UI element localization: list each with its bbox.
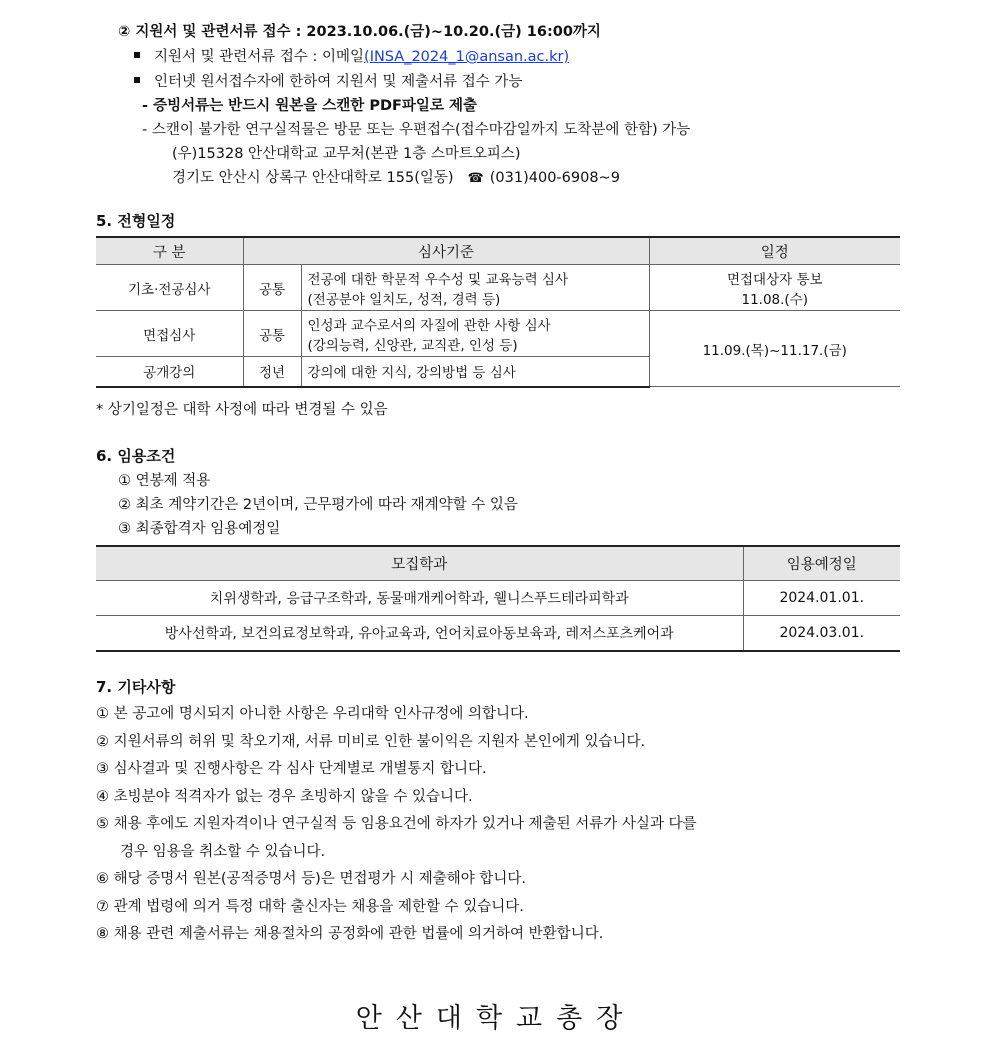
condition-item-2: ② 최초 계약기간은 2년이며, 근무평가에 따라 재계약할 수 있음 (118, 497, 518, 513)
section-5-title: 5. 전형일정 (96, 212, 176, 230)
department-list: 방사선학과, 보건의료정보학과, 유아교육과, 언어치료아동보육과, 레저스포츠케어과 (96, 616, 743, 652)
square-bullet-icon (134, 52, 140, 58)
row-target: 공통 (243, 311, 301, 357)
row-criteria (301, 265, 649, 311)
schedule-label: 면접대상자 통보 (726, 271, 823, 288)
schedule-note: * 상기일정은 대학 사정에 따라 변경될 수 있음 (96, 402, 388, 418)
appointment-table (96, 545, 900, 652)
misc-item-2: ② 지원서류의 허위 및 착오기재, 서류 미비로 인한 불이익은 지원자 본인에게 있습니다. (96, 734, 646, 750)
address-line-1: (우)15328 안산대학교 교무처(본관 1층 스마트오피스) (172, 146, 521, 162)
misc-item-4: ④ 초빙분야 적격자가 없는 경우 초빙하지 않을 수 있습니다. (96, 789, 473, 805)
row-target: 공통 (243, 265, 301, 311)
table-row (96, 616, 900, 652)
table-row (96, 581, 900, 616)
row-schedule (649, 265, 900, 311)
square-bullet-icon (134, 77, 140, 83)
header-category: 구 분 (96, 237, 243, 265)
online-submission-text: 인터넷 원서접수자에 한하여 지원서 및 제출서류 접수 가능 (154, 74, 523, 90)
row-category: 면접심사 (96, 311, 243, 357)
pdf-requirement-line: - 증빙서류는 반드시 원본을 스캔한 PDF파일로 제출 (142, 98, 478, 114)
section-6-title: 6. 임용조건 (96, 447, 176, 465)
email-submission-line (134, 47, 569, 67)
criteria-detail: (강의능력, 신앙관, 교직관, 인성 등) (307, 337, 518, 354)
table-row (96, 265, 900, 311)
criteria-detail: (전공분야 일치도, 성적, 경력 등) (307, 291, 501, 308)
telephone-icon: ☎ (467, 171, 484, 186)
schedule-table (96, 236, 900, 388)
application-period-heading: ② 지원서 및 관련서류 접수 : 2023.10.06.(금)~10.20.(금) 16:00까지 (118, 24, 601, 40)
appointment-date: 2024.03.01. (743, 616, 900, 652)
table-row (96, 311, 900, 357)
email-link[interactable]: (INSA_2024_1@ansan.ac.kr) (364, 49, 570, 65)
phone-number: (031)400-6908~9 (489, 170, 620, 186)
misc-item-3: ③ 심사결과 및 진행사항은 각 심사 단계별로 개별통지 합니다. (96, 761, 487, 777)
address-text: 경기도 안산시 상록구 안산대학로 155(일동) (172, 170, 454, 186)
header-schedule: 일정 (649, 237, 900, 265)
appointment-date: 2024.01.01. (743, 581, 900, 616)
schedule-date: 11.08.(수) (741, 291, 808, 308)
misc-item-1: ① 본 공고에 명시되지 아니한 사항은 우리대학 인사규정에 의합니다. (96, 706, 529, 722)
visit-mail-line: - 스캔이 불가한 연구실적물은 방문 또는 우편접수(접수마감일까지 도착분에 한함) 가능 (142, 122, 691, 138)
criteria-main: 인성과 교수로서의 자질에 관한 사항 심사 (307, 317, 551, 334)
issuer-signature: 안산대학교총장 (355, 1003, 637, 1034)
misc-item-5: ⑤ 채용 후에도 지원자격이나 연구실적 등 임용요건에 하자가 있거나 제출된 서류가 사실과 다를 (96, 816, 697, 832)
email-submission-label: 지원서 및 관련서류 접수 : 이메일 (154, 49, 365, 65)
misc-item-8: ⑧ 채용 관련 제출서류는 채용절차의 공정화에 관한 법률에 의거하여 반환합니다. (96, 926, 604, 942)
condition-item-1: ① 연봉제 적용 (118, 473, 211, 489)
row-criteria: 강의에 대한 지식, 강의방법 등 심사 (301, 357, 649, 387)
misc-item-6: ⑥ 해당 증명서 원본(공적증명서 등)은 면접평가 시 제출해야 합니다. (96, 871, 526, 887)
address-line-2 (172, 168, 620, 189)
header-criteria: 심사기준 (243, 237, 649, 265)
criteria-main: 전공에 대한 학문적 우수성 및 교육능력 심사 (307, 271, 568, 288)
misc-item-7: ⑦ 관계 법령에 의거 특정 대학 출신자는 채용을 제한할 수 있습니다. (96, 899, 524, 915)
row-category: 공개강의 (96, 357, 243, 387)
section-7-title: 7. 기타사항 (96, 678, 176, 696)
row-schedule: 11.09.(목)~11.17.(금) (649, 311, 900, 387)
header-appointment-date: 임용예정일 (743, 546, 900, 581)
misc-item-5-continued: 경우 임용을 취소할 수 있습니다. (120, 844, 326, 860)
row-category: 기초·전공심사 (96, 265, 243, 311)
header-department: 모집학과 (96, 546, 743, 581)
condition-item-3: ③ 최종합격자 임용예정일 (118, 521, 281, 537)
department-list: 치위생학과, 응급구조학과, 동물매개케어학과, 웰니스푸드테라피학과 (96, 581, 743, 616)
row-criteria (301, 311, 649, 357)
online-submission-line (134, 72, 522, 92)
row-target: 정년 (243, 357, 301, 387)
